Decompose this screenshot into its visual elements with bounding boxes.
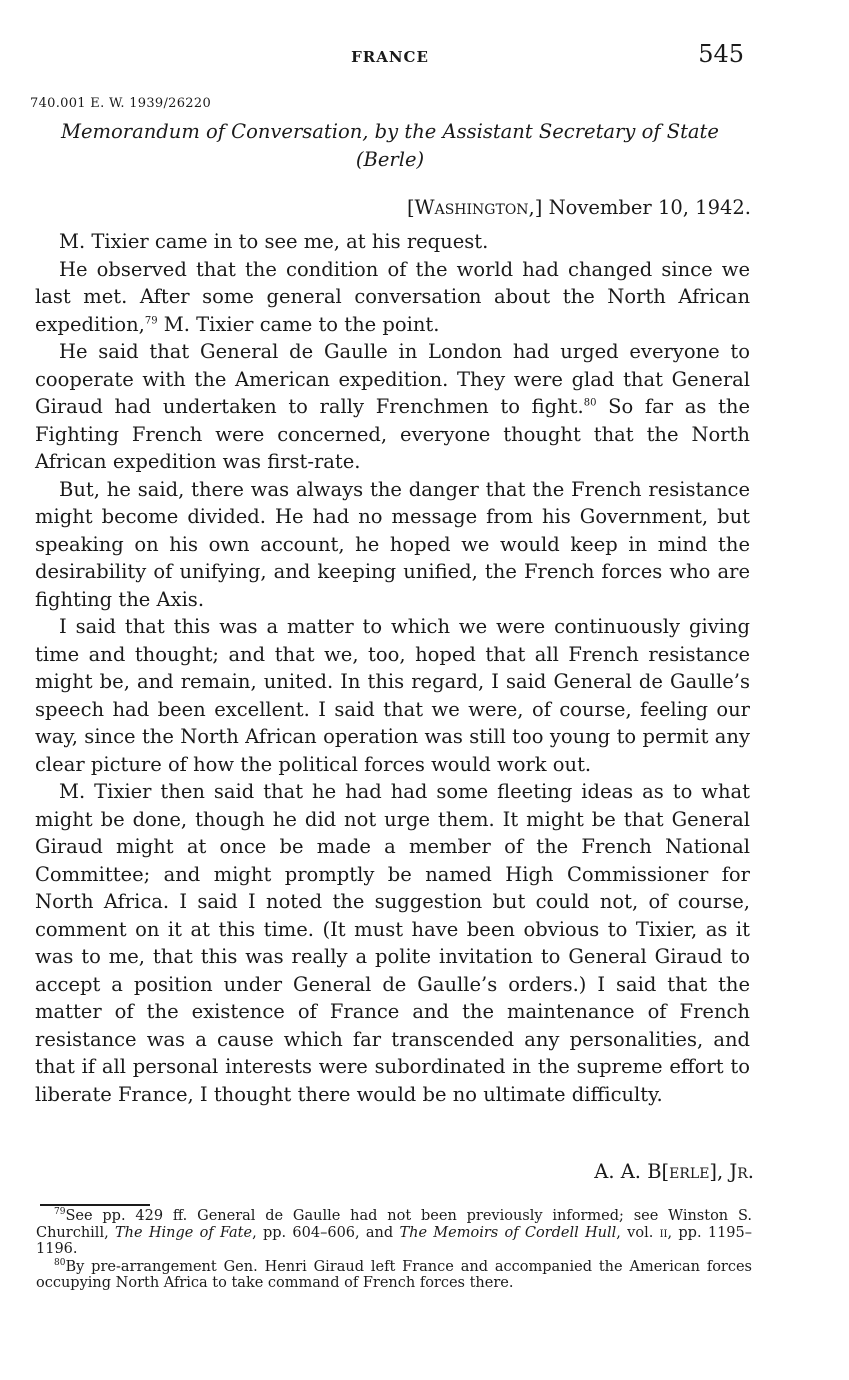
footnote-ref-80[interactable]: 80 bbox=[583, 397, 597, 409]
footnote-80-text: By pre-arrangement Gen. Henri Giraud left France and accompanied the American forces occupying North Africa to take command of French forces there. bbox=[36, 1258, 752, 1291]
memorandum-body bbox=[35, 228, 750, 1108]
running-head bbox=[0, 40, 849, 74]
footnote-79 bbox=[36, 1208, 752, 1258]
paragraph-2-text-a: He observed that the condition of the world had changed since we last met. After some general conversation about the North African expedition, bbox=[35, 257, 750, 336]
paragraph-2-text-b: M. Tixier came to the point. bbox=[163, 312, 440, 336]
paragraph-5: I said that this was a matter to which we were continuously giving time and thought; and that we, too, hoped that all French resistance might be, and remain, united. In this regard, I said General de Gaulle’s speech had been excellent. I said that we were, of course, feeling our way, since the North African operation was still too young to permit any clear picture of how the political forces would work out. bbox=[35, 615, 750, 776]
signature-bracket: [erle] bbox=[661, 1160, 718, 1183]
paragraph-1: M. Tixier came in to see me, at his request. bbox=[59, 230, 489, 253]
footnote-79-volume: ii bbox=[659, 1224, 668, 1241]
paragraph-2 bbox=[35, 256, 750, 339]
paragraph-4: But, he said, there was always the danger that the French resistance might become divided. He had no message from his Government, but speaking on his own account, he hoped we would keep in mind the desirability of unifying, and keeping unified, the French forces who are fighting the Axis. bbox=[35, 477, 750, 611]
footnote-79-book1: The Hinge of Fate bbox=[114, 1224, 253, 1241]
dateline-place: [Washington,] bbox=[406, 196, 543, 219]
footnote-79-book2: The Memoirs of Cordell Hull bbox=[399, 1224, 617, 1241]
footnote-79-text-d: , pp. 1195–1196. bbox=[36, 1224, 752, 1257]
footnote-ref-79[interactable]: 79 bbox=[144, 315, 158, 326]
document-title-line2: (Berle) bbox=[355, 148, 425, 171]
document-title-line1: Memorandum of Conversation, by the Assistant Secretary of State bbox=[61, 120, 719, 143]
page-number: 545 bbox=[698, 40, 744, 68]
running-title: FRANCE bbox=[351, 48, 429, 66]
footnotes bbox=[36, 1208, 752, 1293]
file-number: 740.001 E. W. 1939/26220 bbox=[30, 96, 212, 111]
footnote-80-number: 80 bbox=[54, 1257, 66, 1268]
paragraph-3-text-b: So far as the Fighting French were concerned, everyone thought that the North African expedition was first-rate. bbox=[35, 395, 751, 473]
dateline bbox=[407, 196, 751, 219]
document-title bbox=[30, 118, 750, 174]
footnote-79-text-b: , pp. 604–606, and bbox=[252, 1224, 400, 1241]
paragraph-3-text-a: He said that General de Gaulle in London had urged everyone to cooperate with the American expedition. They were glad that General Giraud had undertaken to rally Frenchmen to fight. bbox=[35, 340, 750, 418]
signature-initials: A. A. B bbox=[594, 1160, 662, 1183]
footnote-divider bbox=[40, 1204, 150, 1206]
paragraph-6: M. Tixier then said that he had had some fleeting ideas as to what might be done, though he did not urge them. It might be that General Giraud might at once be made a member of the French National Committee; and might promptly be named High Commissioner for North Africa. I said I noted the suggestion but could not, of course, comment on it at this time. (It must have been obvious to Tixier, as it was to me, that this was really a polite invitation to General Giraud to accept a position under General de Gaulle’s orders.) I said that the matter of the existence of France and the maintenance of French resistance was a cause which far transcended any personalities, and that if all personal interests were subordinated in the supreme effort to liberate France, I thought there would be no ultimate difficulty. bbox=[35, 780, 750, 1106]
footnote-80 bbox=[36, 1259, 752, 1292]
footnote-79-number: 79 bbox=[54, 1207, 66, 1218]
signature bbox=[594, 1160, 754, 1183]
footnote-79-text-a: See pp. 429 ff. General de Gaulle had not been previously informed; see Winston S. Churchill, bbox=[36, 1208, 752, 1241]
paragraph-3 bbox=[35, 338, 750, 476]
footnote-79-text-c: , vol. bbox=[616, 1224, 660, 1241]
signature-suffix: , Jr. bbox=[717, 1160, 754, 1183]
dateline-date: November 10, 1942. bbox=[548, 196, 751, 219]
